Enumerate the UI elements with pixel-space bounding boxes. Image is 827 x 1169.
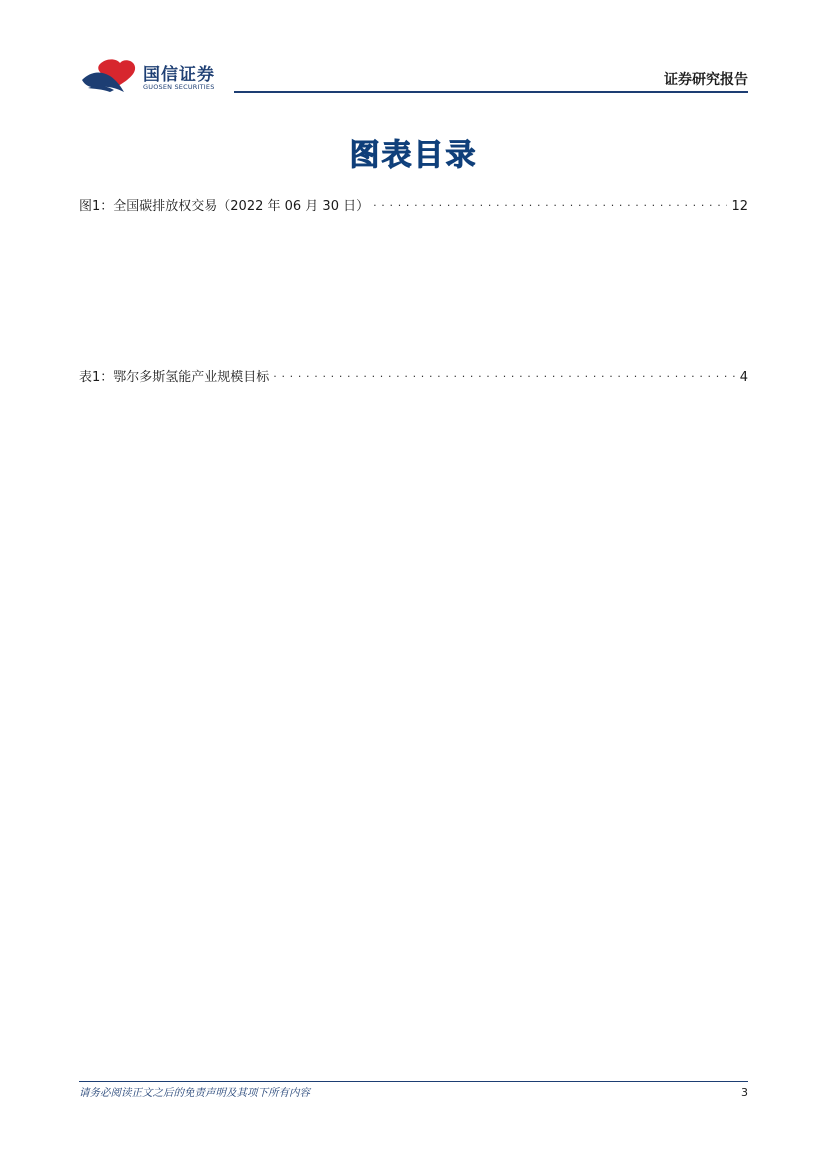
logo-chinese-name: 国信证券: [143, 65, 215, 85]
toc-entry[interactable]: [79, 366, 748, 385]
header-divider: [234, 91, 748, 93]
toc-entry[interactable]: [79, 195, 748, 214]
logo-english-name: GUOSEN SECURITIES: [143, 83, 215, 91]
toc-entry-page[interactable]: 12: [731, 199, 748, 214]
page-number: 3: [741, 1086, 748, 1099]
toc-entry-page[interactable]: 4: [739, 370, 748, 385]
toc-dot-leader: [373, 196, 727, 210]
page-title: 图表目录: [349, 138, 478, 173]
report-type-label: 证券研究报告: [664, 72, 748, 88]
company-logo: [80, 58, 230, 94]
page-header: [0, 0, 827, 100]
toc-dot-leader: [273, 367, 735, 381]
footer-divider: [79, 1081, 748, 1082]
toc-entry-label[interactable]: 图1：全国碳排放权交易（2022 年 06 月 30 日）: [79, 199, 370, 214]
guosen-logo-icon: [80, 58, 138, 94]
toc-entry-label[interactable]: 表1：鄂尔多斯氢能产业规模目标: [79, 370, 270, 385]
footer-disclaimer: 请务必阅读正文之后的免责声明及其项下所有内容: [79, 1087, 310, 1099]
